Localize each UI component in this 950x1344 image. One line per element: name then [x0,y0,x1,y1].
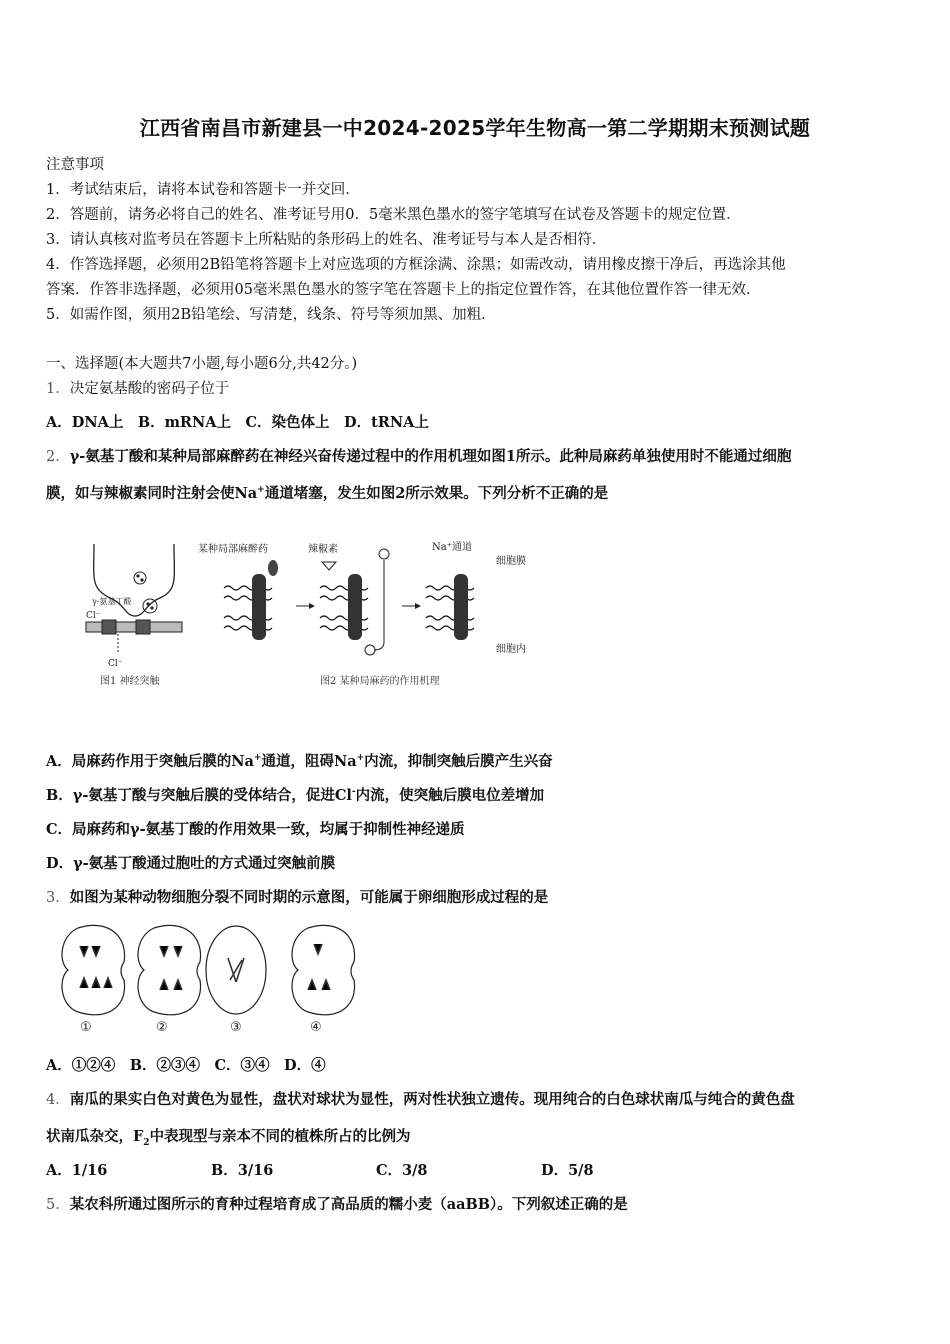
question-number: 3． [46,890,70,906]
question-text: 如图为某种动物细胞分裂不同时期的示意图，可能属于卵细胞形成过程的是 [69,889,549,906]
notice-item-3: 3．请认真核对监考员在答题卡上所粘贴的条形码上的姓名、准考证号与本人是否相符． [46,232,607,248]
question-2-line2 [46,482,608,503]
figure-1-caption: 图1 神经突触 [100,676,160,687]
gaba-label: γ-氨基丁酸 [92,597,132,606]
superscript: + [356,753,365,764]
notice-item-4: 4．作答选择题，必须用2B铅笔将答题卡上对应选项的方框涂满、涂黑；如需改动，请用橡皮擦干净后，再选涂其他 [46,257,786,273]
membrane-label: 细胞膜 [496,556,526,567]
cl-label-top: Cl⁻ [86,611,101,621]
question-2-option-a [46,750,553,771]
question-2-option-d: D．γ-氨基丁酸通过胞吐的方式通过突触前膜 [46,855,336,872]
question-4-option-d: D．5/8 [541,1162,594,1179]
superscript: - [351,787,356,798]
notice-item-1: 1．考试结束后，请将本试卷和答题卡一并交回． [46,182,360,198]
text-segment: 内流，使突触后膜电位差增加 [355,787,545,804]
question-1 [46,377,229,398]
text-segment: 状南瓜杂交，F [46,1128,144,1145]
text-segment: 内流，抑制突触后膜产生兴奋 [364,753,553,770]
question-1-options: A．DNA上 B．mRNA上 C．染色体上 D．tRNA上 [46,414,429,431]
cell-label-3: ③ [230,1020,242,1035]
cell-label-2: ② [156,1020,168,1035]
figure-3-cell-division [46,918,358,1036]
superscript: + [257,485,265,496]
figure-2-anesthetic [196,538,546,688]
question-text: γ-氨基丁酸和某种局部麻醉药在神经兴奋传递过程中的作用机理如图1所示。此种局麻药单独使用时不能通过细胞 [69,448,792,465]
question-number: 4． [46,1092,70,1108]
question-3-options: A．①②④ B．②③④ C．③④ D．④ [46,1057,326,1074]
section-heading: 一、选择题(本大题共7小题,每小题6分,共42分。) [46,356,358,372]
cell-label-4: ④ [310,1020,322,1035]
figure-2-caption: 图2 某种局麻药的作用机理 [320,676,440,687]
question-2-option-c: C．局麻药和γ-氨基丁酸的作用效果一致，均属于抑制性神经递质 [46,821,465,838]
text-segment: 通道堵塞，发生如图2所示效果。下列分析不正确的是 [264,485,609,502]
notice-item-5: 5．如需作图，须用2B铅笔绘、写清楚，线条、符号等须加黑、加粗． [46,307,496,323]
notice-heading: 注意事项 [46,157,104,173]
question-4-line2 [46,1125,411,1146]
cell-label-1: ① [80,1020,92,1035]
text-segment: 通道，阻碍Na [261,753,357,770]
notice-item-4-cont: 答案．作答非选择题，必须用05毫米黑色墨水的签字笔在答题卡上的指定位置作答，在其他位置作答一律无效． [46,282,761,298]
text-segment: B．γ-氨基丁酸与突触后膜的受体结合，促进Cl [46,787,352,804]
question-2 [46,445,791,466]
question-text: 南瓜的果实白色对黄色为显性，盘状对球状为显性，两对性状独立遗传。现用纯合的白色球状南瓜与纯合的黄色盘 [69,1091,795,1108]
question-number: 5． [46,1197,70,1213]
cell-interior-label: 细胞内 [496,644,526,655]
text-segment: 膜，如与辣椒素同时注射会使Na [46,485,258,502]
question-text: 某农科所通过图所示的育种过程培育成了高品质的糯小麦（aaBB）。下列叙述正确的是 [69,1196,628,1213]
question-text: 决定氨基酸的密码子位于 [69,381,230,397]
text-segment: A．局麻药作用于突触后膜的Na [46,753,254,770]
subscript: 2 [143,1137,150,1148]
drug-label: 某种局部麻醉药 [198,544,268,555]
question-4-option-c: C．3/8 [376,1162,428,1179]
question-number: 2． [46,449,70,465]
question-4-option-b: B．3/16 [211,1162,274,1179]
question-number: 1． [46,381,70,397]
na-channel-label: Na⁺通道 [432,542,472,553]
capsaicin-label: 辣椒素 [308,544,338,555]
question-5 [46,1193,628,1214]
question-4 [46,1088,795,1109]
question-4-option-a: A．1/16 [46,1162,108,1179]
notice-item-2: 2．答题前，请务必将自己的姓名、准考证号用0．5毫米黑色墨水的签字笔填写在试卷及答题卡的规定位置． [46,207,741,223]
cl-label-bottom: Cl⁻ [108,659,123,669]
superscript: + [253,753,262,764]
page-title: 江西省南昌市新建县一中2024-2025学年生物高一第二学期期末预测试题 [139,116,811,140]
question-3 [46,886,548,907]
question-2-option-b [46,784,544,805]
figure-1-synapse [80,538,190,688]
text-segment: 中表现型与亲本不同的植株所占的比例为 [149,1128,411,1145]
